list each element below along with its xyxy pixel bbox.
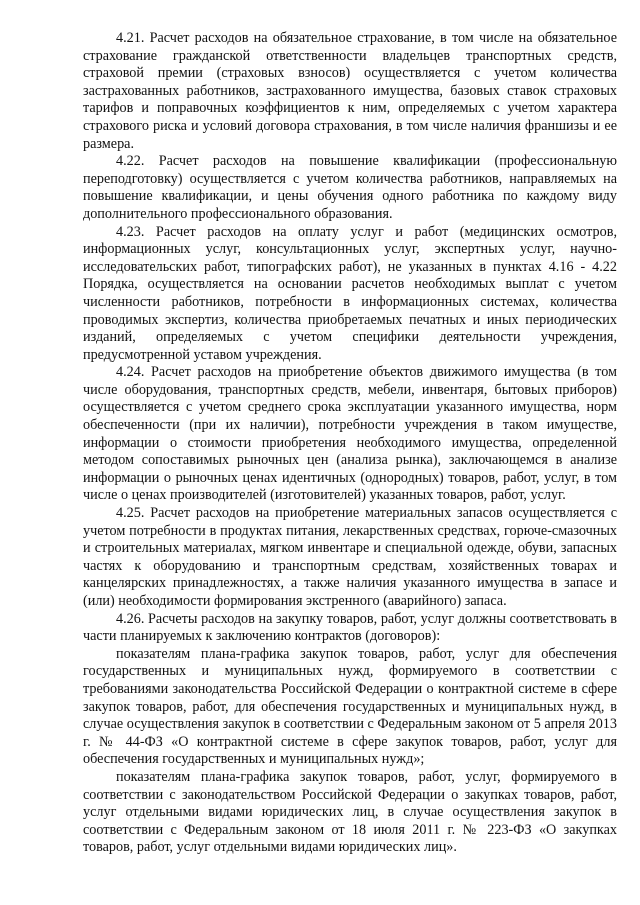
document-body bbox=[83, 30, 617, 857]
paragraph-4-21: 4.21. Расчет расходов на обязательное страхование, в том числе на обязательное страхование гражданской ответственности владельцев транспортных средств, страховой премии (страховых взносов) осуществляется с учетом количества застрахованных работников, застрахованного имущества, базовых ставок страховых тарифов и поправочных коэффициентов к ним, определяемых с учетом характера страхового риска и условий договора страхования, в том числе наличия франшизы и ее размера. bbox=[83, 30, 617, 152]
paragraph-4-25: 4.25. Расчет расходов на приобретение материальных запасов осуществляется с учетом потребности в продуктах питания, лекарственных средствах, горюче-смазочных и строительных материалах, мягком инвентаре и специальной одежде, обуви, запасных частях к оборудованию и транспортным средствам, хозяйственных товарах и канцелярских принадлежностях, а также наличия указанного имущества в запасе и (или) необходимости формирования экстренного (аварийного) запаса. bbox=[83, 505, 617, 609]
paragraph-4-23: 4.23. Расчет расходов на оплату услуг и работ (медицинских осмотров, информационных услуг, консультационных услуг, экспертных услуг, научно-исследовательских работ, типографских работ), не указанных в пунктах 4.16 - 4.22 Порядка, осуществляется на основании расчетов необходимых выплат с учетом численности работников, потребности в информационных системах, количества проводимых экспертиз, количества приобретаемых печатных и иных периодических изданий, определяемых с учетом специфики деятельности учреждения, предусмотренной уставом учреждения. bbox=[83, 223, 617, 363]
paragraph-4-26-item-223fz: показателям плана-графика закупок товаров, работ, услуг, формируемого в соответствии с законодательством Российской Федерации о закупках товаров, работ, услуг отдельными видами юридических лиц, в случае осуществления закупок в соответствии с Федеральным законом от 18 июля 2011 г. № 223-ФЗ «О закупках товаров, работ, услуг отдельными видами юридических лиц». bbox=[83, 768, 617, 856]
paragraph-4-26-item-44fz: показателям плана-графика закупок товаров, работ, услуг для обеспечения государственных и муниципальных нужд, формируемого в соответствии с требованиями законодательства Российской Федерации о контрактной системе в сфере закупок товаров, работ, для обеспечения государственных и муниципальных нужд, в случае осуществления закупок в соответствии с Федеральным законом от 5 апреля 2013 г. № 44-ФЗ «О контрактной системе в сфере закупок товаров, работ, услуг для обеспечения государственных и муниципальных нужд»; bbox=[83, 645, 617, 768]
paragraph-4-24: 4.24. Расчет расходов на приобретение объектов движимого имущества (в том числе оборудования, транспортных средств, мебели, инвентаря, бытовых приборов) осуществляется с учетом среднего срока эксплуатации указанного имущества, норм обеспеченности (при их наличии), потребности учреждения в таком имуществе, информации о стоимости приобретения необходимого имущества, определенной методом сопоставимых рыночных цен (анализа рынка), заключающемся в анализе информации о рыночных ценах идентичных (однородных) товаров, работ, услуг, в том числе о ценах производителей (изготовителей) указанных товаров, работ, услуг. bbox=[83, 364, 617, 504]
paragraph-4-26: 4.26. Расчеты расходов на закупку товаров, работ, услуг должны соответствовать в части планируемых к заключению контрактов (договоров): bbox=[83, 610, 617, 645]
paragraph-4-22: 4.22. Расчет расходов на повышение квалификации (профессиональную переподготовку) осуществляется с учетом количества работников, направляемых на повышение квалификации, и цены обучения одного работника по каждому виду дополнительного профессионального образования. bbox=[83, 153, 617, 222]
